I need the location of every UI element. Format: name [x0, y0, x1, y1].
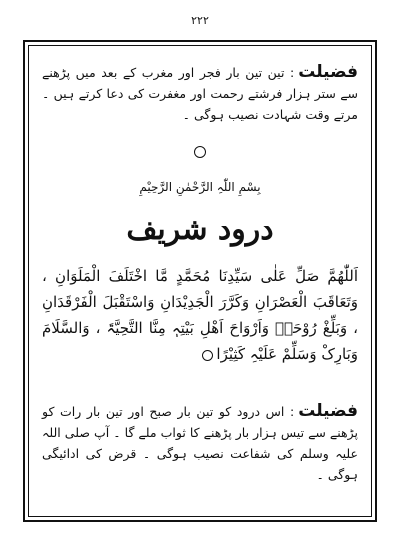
virtue-heading-2: فضیلت [298, 401, 358, 421]
virtue-text-1: : تین تین بار فجر اور مغرب کے بعد میں پڑھنے سے ستر ہزار فرشتے رحمت اور مغفرت کی دعا کرتے ہیں ۔ مرتے وقت شہادت نصیب ہوگی ۔ [42, 65, 358, 122]
virtue-paragraph-1 [42, 62, 358, 125]
durood-text-block [42, 263, 358, 367]
virtue-heading-1: فضیلت [298, 62, 358, 82]
bismillah: بِسْمِ اللّٰہِ الرَّحْمٰنِ الرَّحِیْمِ [139, 180, 261, 194]
page-number: ۲۲۲ [191, 14, 209, 27]
virtue-text-2: : اس درود کو تین بار صبح اور تین بار رات کو پڑھنے سے تیس ہزار بار پڑھنے کا ثواب ملے گا ۔ آپ صلی اللہ علیہ وسلم کی شفاعت نصیب ہوگی ۔ قرض کی ادائیگی ہوگی ۔ [42, 404, 358, 482]
page-title: درود شریف [126, 212, 274, 247]
durood-text: اَللّٰھُمَّ صَلِّ عَلٰی سَیِّدِنَا مُحَمَّدٍ مَّا اخْتَلَفَ الْمَلَوَانِ ، وَتَعَاقَبَ الْعَصْرَانِ وَکَرَّرَ الْجَدِیْدَانِ وَاسْتَقْبَلَ الْفَرْقَدَانِ ، وَبَلِّغْ رُوْحَہٗ وَاَرْوَاحَ اَھْلِ بَیْتِہٖ مِنَّا التَّحِیَّۃَ ، وَالسَّلَامَ وَبَارِکْ وَسَلِّمْ عَلَیْہِ کَثِیْرًا [42, 267, 358, 363]
virtue-paragraph-2 [42, 401, 358, 485]
circle-separator-icon [194, 146, 206, 158]
verse-end-circle-icon [202, 350, 213, 361]
